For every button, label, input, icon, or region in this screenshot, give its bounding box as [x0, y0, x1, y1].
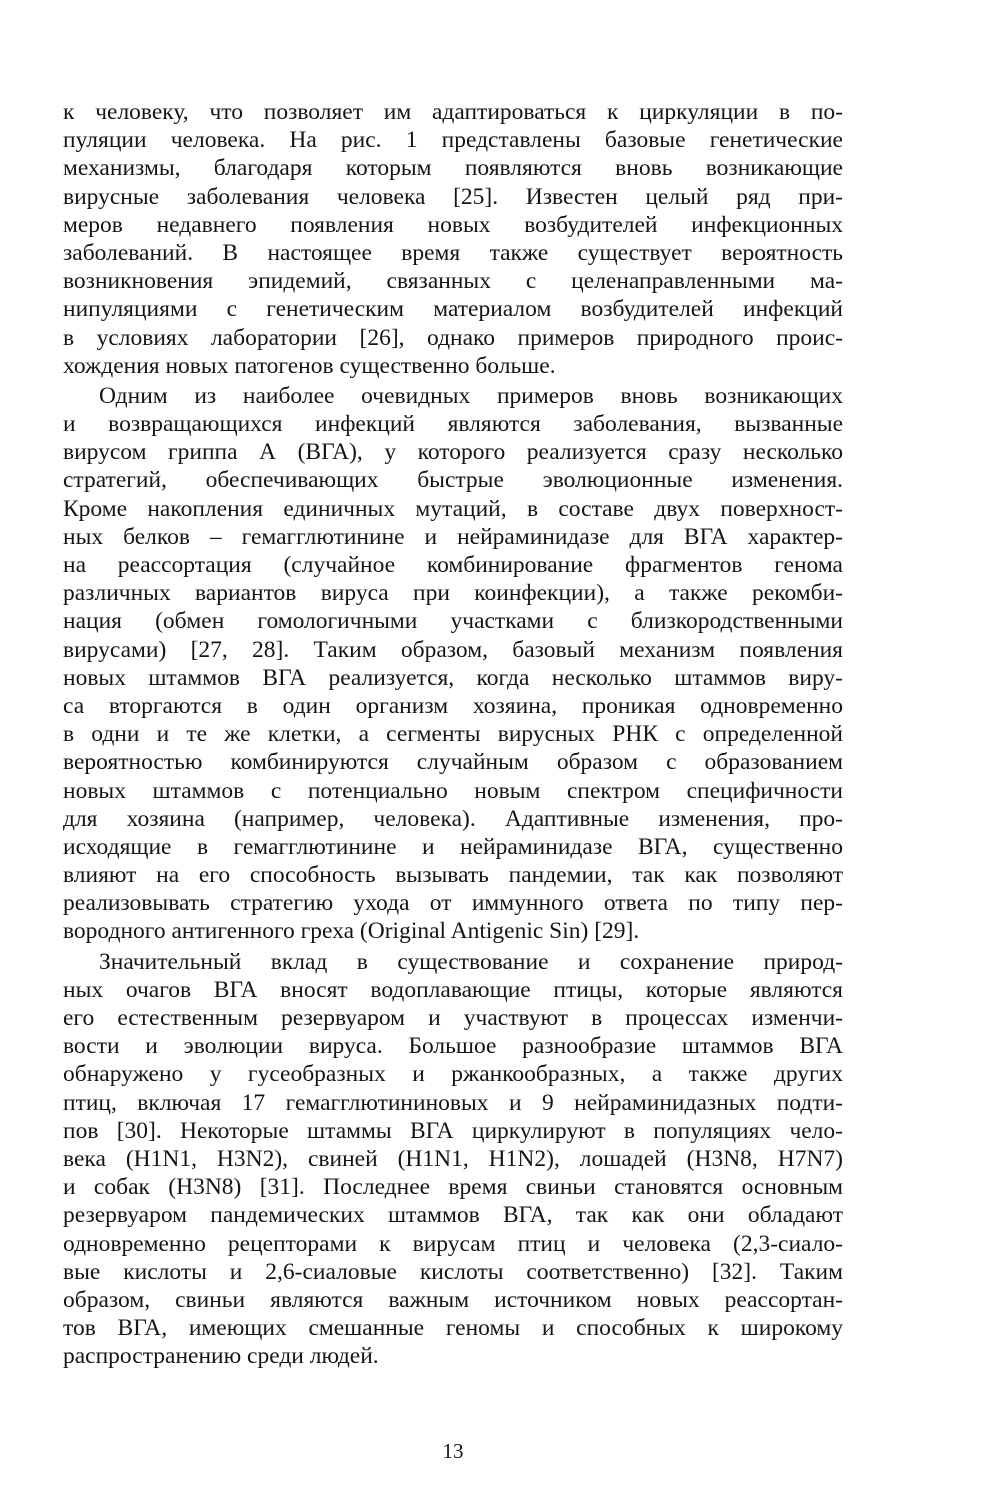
- text-line: в одни и те же клетки, а сегменты вирусных РНК с определенной: [63, 721, 843, 748]
- page-number: 13: [442, 1439, 464, 1463]
- text-line: реализовывать стратегию ухода от иммунного ответа по типу пер-: [63, 890, 843, 917]
- text-line: Значительный вклад в существование и сохранение природ-: [99, 948, 843, 975]
- text-line: и возвращающихся инфекций являются заболевания, вызванные: [63, 411, 843, 438]
- text-line: тов ВГА, имеющих смешанные геномы и способных к широкому: [63, 1315, 843, 1342]
- paragraph-2: [63, 382, 843, 946]
- text-line: века (H1N1, H3N2), свиней (H1N1, H1N2), лошадей (H3N8, H7N7): [63, 1145, 843, 1172]
- text-line: заболеваний. В настоящее время также существует вероятность: [63, 239, 843, 266]
- text-line: вирусами) [27, 28]. Таким образом, базовый механизм появления: [63, 636, 843, 663]
- body-text: [63, 98, 843, 1370]
- text-line: в условиях лаборатории [26], однако примеров природного проис-: [63, 324, 843, 351]
- text-line: нация (обмен гомологичными участками с близкородственными: [63, 608, 843, 635]
- text-line: обнаружено у гусеобразных и ржанкообразных, а также других: [63, 1061, 843, 1088]
- text-line: распространению среди людей.: [63, 1343, 379, 1370]
- text-line: одновременно рецепторами к вирусам птиц и человека (2,3-сиало-: [63, 1230, 843, 1257]
- text-line: новых штаммов ВГА реализуется, когда несколько штаммов виру-: [63, 664, 843, 691]
- text-line: резервуаром пандемических штаммов ВГА, так как они обладают: [63, 1202, 843, 1229]
- text-line: возникновения эпидемий, связанных с целенаправленными ма-: [63, 268, 843, 295]
- text-line: влияют на его способность вызывать пандемии, так как позволяют: [63, 862, 843, 889]
- text-line: механизмы, благодаря которым появляются вновь возникающие: [63, 155, 843, 182]
- text-line: пов [30]. Некоторые штаммы ВГА циркулируют в популяциях чело-: [63, 1117, 843, 1144]
- text-line: стратегий, обеспечивающих быстрые эволюционные изменения.: [63, 467, 843, 494]
- text-line: вородного антигенного греха (Original Antigenic Sin) [29].: [63, 918, 640, 945]
- text-line: к человеку, что позволяет им адаптироваться к циркуляции в по-: [63, 99, 843, 125]
- text-line: его естественным резервуаром и участвуют в процессах изменчи-: [63, 1005, 843, 1031]
- text-line: для хозяина (например, человека). Адаптивные изменения, про-: [63, 805, 843, 832]
- text-line: на реассортация (случайное комбинирование фрагментов генома: [63, 552, 843, 578]
- text-line: меров недавнего появления новых возбудителей инфекционных: [63, 211, 843, 238]
- text-line: новых штаммов с потенциально новым спектром специфичности: [63, 777, 843, 804]
- text-line: и собак (H3N8) [31]. Последнее время свиньи становятся основным: [63, 1174, 843, 1201]
- text-line: образом, свиньи являются важным источником новых реассортан-: [63, 1286, 843, 1313]
- paragraph-1: [63, 98, 843, 380]
- text-line: различных вариантов вируса при коинфекции), а также рекомби-: [63, 580, 843, 607]
- text-line: ных очагов ВГА вносят водоплавающие птицы, которые являются: [63, 976, 843, 1003]
- text-line: хождения новых патогенов существенно больше.: [63, 352, 556, 379]
- text-line: ных белков – гемагглютинине и нейраминидазе для ВГА характер-: [63, 523, 843, 550]
- text-line: вероятностью комбинируются случайным образом с образованием: [63, 749, 843, 776]
- text-line: пуляции человека. На рис. 1 представлены базовые генетические: [63, 127, 843, 154]
- text-line: Одним из наиболее очевидных примеров вновь возникающих: [99, 382, 843, 409]
- text-line: са вторгаются в один организм хозяина, проникая одновременно: [63, 692, 843, 719]
- paragraph-3: [63, 948, 843, 1371]
- text-line: птиц, включая 17 гемагглютининовых и 9 нейраминидазных подти-: [63, 1089, 843, 1116]
- text-line: Кроме накопления единичных мутаций, в составе двух поверхност-: [63, 495, 843, 522]
- text-line: исходящие в гемагглютинине и нейраминидазе ВГА, существенно: [63, 833, 843, 860]
- text-line: вирусом гриппа А (ВГА), у которого реализуется сразу несколько: [63, 439, 843, 466]
- text-line: вые кислоты и 2,6-сиаловые кислоты соответственно) [32]. Таким: [63, 1258, 843, 1285]
- text-line: нипуляциями с генетическим материалом возбудителей инфекций: [63, 296, 843, 323]
- text-line: вости и эволюции вируса. Большое разнообразие штаммов ВГА: [63, 1033, 843, 1060]
- text-line: вирусные заболевания человека [25]. Известен целый ряд при-: [63, 183, 843, 210]
